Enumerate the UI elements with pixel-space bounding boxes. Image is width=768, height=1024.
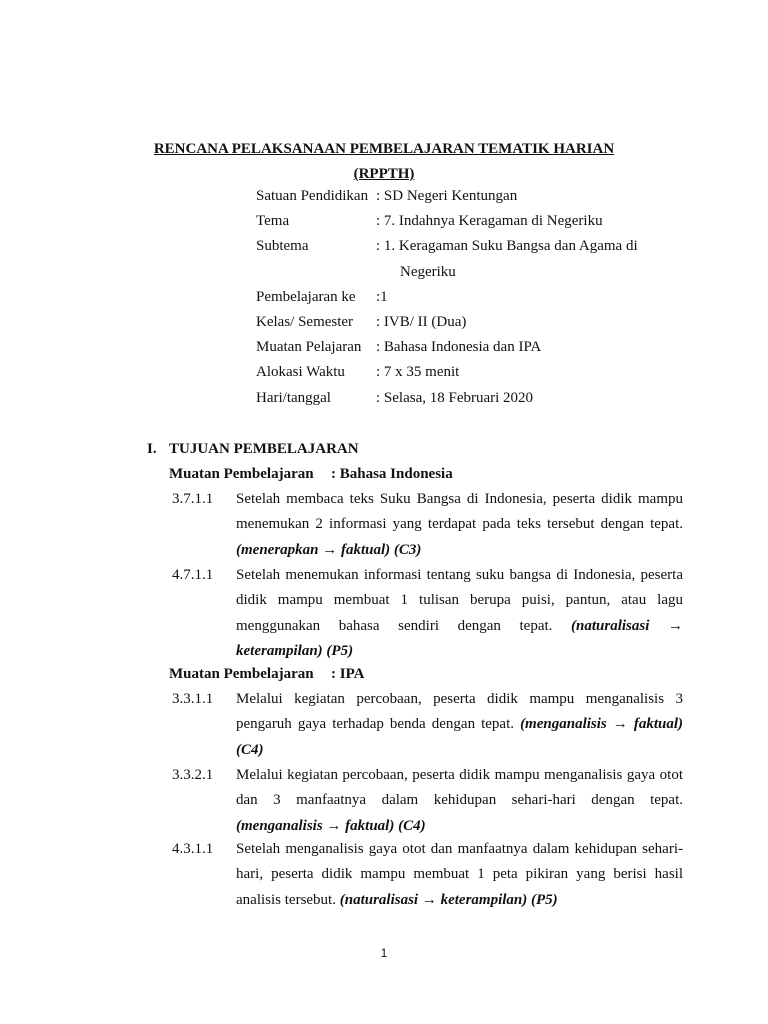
info-label: Subtema (256, 238, 309, 255)
info-row (256, 184, 676, 209)
objective-tag: (menganalisis → faktual) (C4) (236, 716, 683, 758)
objective-body: Setelah menemukan informasi tentang suku bangsa di Indonesia, peserta didik mampu membuat 1 tulisan berupa puisi, pantun, atau lagu menggunakan bahasa sendiri dengan tepat. (236, 567, 683, 634)
subheading-value: : IPA (331, 666, 365, 682)
subheading-bahasa (169, 462, 453, 487)
info-row (256, 360, 676, 385)
subheading-ipa (169, 662, 364, 687)
objective-code: 4.3.1.1 (172, 841, 214, 857)
objective-code: 4.7.1.1 (172, 567, 214, 583)
objective-code: 3.3.1.1 (172, 691, 214, 707)
info-value: : SD Negeri Kentungan (376, 188, 518, 204)
objective-text (236, 763, 683, 839)
info-value: : 7 x 35 menit (376, 364, 460, 381)
objective-text (236, 687, 683, 763)
objective-body: Setelah membaca teks Suku Bangsa di Indonesia, peserta didik mampu menemukan 2 informasi yang terdapat pada teks tersebut dengan tepat. (236, 491, 683, 533)
objective-item (169, 563, 683, 665)
objective-item (169, 837, 683, 913)
objective-tag: (naturalisasi → keterampilan) (P5) (236, 617, 683, 660)
info-value (376, 234, 676, 284)
objective-body: Setelah menganalisis gaya otot dan manfaatnya dalam kehidupan sehari-hari, peserta didik mampu membuat 1 peta pikiran yang berisi hasil analisis tersebut. (236, 841, 683, 908)
objective-item (169, 687, 683, 763)
info-value: : Selasa, 18 Februari 2020 (376, 389, 534, 406)
info-row (256, 285, 676, 310)
info-row (256, 335, 676, 360)
objective-tag: (menerapkan → faktual) (C3) (236, 541, 422, 558)
section-number: I. (147, 441, 157, 457)
info-label: Muatan Pelajaran (256, 339, 362, 356)
objective-item (169, 487, 683, 563)
info-row (256, 234, 676, 284)
info-label: Pembelajaran ke (256, 288, 356, 305)
subheading-value: : Bahasa Indonesia (331, 466, 453, 482)
objective-code: 3.7.1.1 (172, 491, 214, 507)
info-value-continuation: Negeriku (400, 263, 456, 280)
info-value: : Bahasa Indonesia dan IPA (376, 339, 542, 356)
subheading-label: Muatan Pembelajaran (169, 666, 314, 682)
objective-body: Melalui kegiatan percobaan, peserta didik mampu menganalisis 3 pengaruh gaya terhadap benda dengan tepat. (236, 691, 683, 733)
section-title: TUJUAN PEMBELAJARAN (169, 441, 359, 457)
title-line-1: RENCANA PELAKSANAAN PEMBELAJARAN TEMATIK HARIAN (153, 141, 615, 157)
document-title (0, 137, 768, 187)
objective-tag: (naturalisasi → keterampilan) (P5) (339, 891, 558, 908)
info-row (256, 386, 676, 411)
info-label: Satuan Pendidikan (256, 188, 369, 204)
objective-text (236, 563, 683, 665)
info-label: Alokasi Waktu (256, 364, 345, 381)
objective-text (236, 487, 683, 563)
objective-item (169, 763, 683, 839)
section-heading (147, 437, 359, 462)
info-row (256, 209, 676, 234)
objective-tag: (menganalisis → faktual) (C4) (236, 817, 426, 834)
subheading-label: Muatan Pembelajaran (169, 466, 314, 482)
info-label: Kelas/ Semester (256, 314, 354, 331)
info-label: Tema (256, 213, 290, 230)
info-value-line: : 1. Keragaman Suku Bangsa dan Agama di (376, 238, 638, 255)
info-value: : IVB/ II (Dua) (376, 314, 467, 331)
info-value: : 7. Indahnya Keragaman di Negeriku (376, 213, 603, 230)
info-row (256, 310, 676, 335)
title-line-2: (RPPTH) (353, 166, 415, 182)
info-table (256, 184, 676, 411)
objective-text (236, 837, 683, 913)
info-label: Hari/tanggal (256, 389, 331, 406)
info-value: :1 (376, 288, 388, 305)
objective-code: 3.3.2.1 (172, 767, 214, 783)
page-number: 1 (380, 946, 388, 960)
objective-body: Melalui kegiatan percobaan, peserta didik mampu menganalisis gaya otot dan 3 manfaatnya dalam kehidupan sehari-hari dengan tepat. (236, 767, 683, 809)
